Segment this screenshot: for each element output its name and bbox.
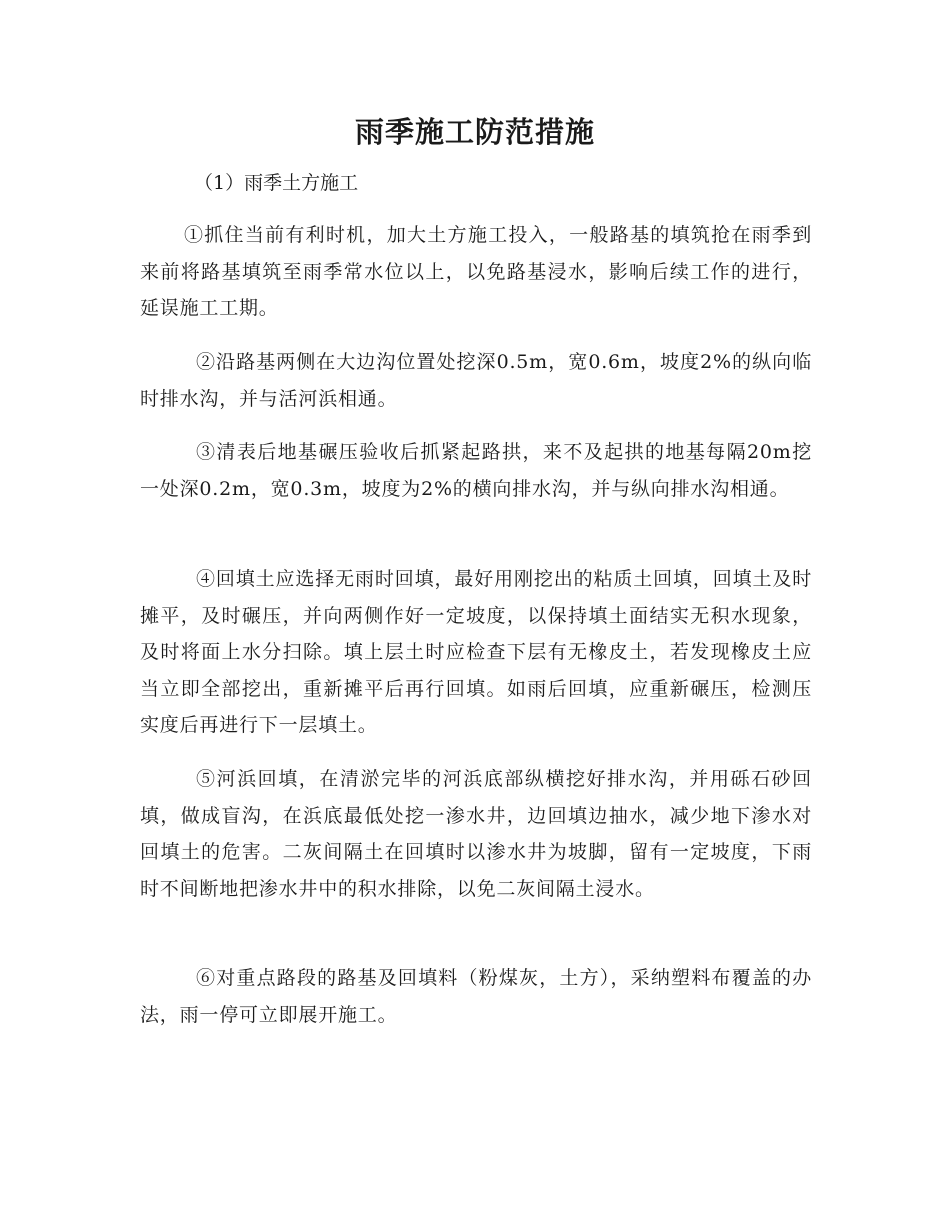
paragraph-6: ⑥对重点路段的路基及回填料（粉煤灰，土方），采纳塑料布覆盖的办法，雨一停可立即展开施工。 [140, 967, 812, 1026]
paragraph-3: ③清表后地基碾压验收后抓紧起路拱，来不及起拱的地基每隔20m挖一处深0.2m，宽0.3m，坡度为2%的横向排水沟，并与纵向排水沟相通。 [140, 441, 812, 500]
paragraph-4: ④回填土应选择无雨时回填，最好用刚挖出的粘质土回填，回填土及时摊平，及时碾压，并向两侧作好一定坡度，以保持填土面结实无积水现象，及时将面上水分扫除。填上层土时应检查下层有无橡皮土，若发现橡皮土应当立即全部挖出，重新摊平后再行回填。如雨后回填，应重新碾压，检测压实度后再进行下一层填土。 [140, 568, 812, 736]
paragraph-5: ⑤河浜回填，在清淤完毕的河浜底部纵横挖好排水沟，并用砾石砂回填，做成盲沟，在浜底最低处挖一渗水井，边回填边抽水，减少地下渗水对回填土的危害。二灰间隔土在回填时以渗水井为坡脚，留有一定坡度，下雨时不间断地把渗水井中的积水排除，以免二灰间隔土浸水。 [140, 768, 812, 900]
paragraph-2: ②沿路基两侧在大边沟位置处挖深0.5m，宽0.6m，坡度2%的纵向临时排水沟，并与活河浜相通。 [140, 351, 812, 410]
section-heading: （1）雨季土方施工 [194, 172, 359, 194]
paragraph-1: ①抓住当前有利时机，加大土方施工投入，一般路基的填筑抢在雨季到来前将路基填筑至雨季常水位以上，以免路基浸水，影响后续工作的进行，延误施工工期。 [140, 224, 812, 319]
document-title: 雨季施工防范措施 [354, 115, 595, 149]
